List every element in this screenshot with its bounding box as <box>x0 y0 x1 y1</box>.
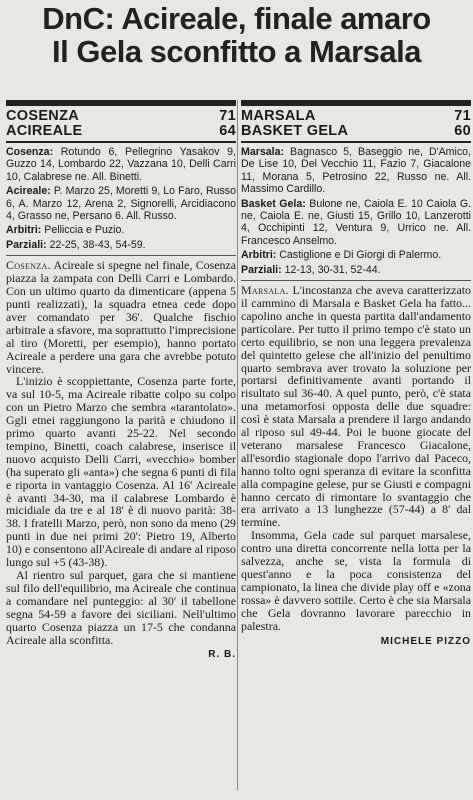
headline-line-2: Il Gela sconfitto a Marsala <box>52 34 421 69</box>
home-team-score: 71 <box>219 108 236 124</box>
stats-referees: Arbitri: Pelliccia e Puzio. <box>6 224 125 237</box>
away-team-name: BASKET GELA <box>241 123 349 139</box>
home-team-name: COSENZA <box>6 108 79 124</box>
stats-away: Basket Gela: Bulone ne, Caiola E. 10 Caiola G. ne, Caiola E. ne, Giusti 15, Grillo 10, Lanzerotti 4, Occhipinti 12, Ventura 9, Urrico ne. All. Francesco Anselmo. <box>241 197 472 247</box>
article-marsala-gela <box>241 100 471 647</box>
stats-away: Acireale: P. Marzo 25, Moretti 9, Lo Faro, Russo 6, A. Marzo 12, Arena 2, Signorelli, Arcidiacono 4, Grasso ne, Persano 6. All. Russo. <box>6 185 236 223</box>
stats-partials: Parziali: 12-13, 30-31, 52-44. <box>241 263 381 276</box>
box-score <box>241 146 471 281</box>
stats-home: Marsala: Bagnasco 5, Baseggio ne, D'Amico, De Lise 10, Del Vecchio 11, Fazio 7, Giacalone 11, Morana 5, Petrosino 22, Russo ne. All. Massimo Cardillo. <box>241 146 471 196</box>
paragraph-3: Al rientro sul parquet, gara che si mantiene sul filo dell'equilibrio, ma Acireale che continua a comandare nel punteggio: al 30' il tabellone segna 54-59 a favore dei siciliani. Nell'ultimo quarto Cosenza piazza un 17-5 che condanna Acireale alla sconfitta. <box>6 568 236 647</box>
headline-line-1: DnC: Acireale, finale amaro <box>42 1 431 36</box>
away-team-name: ACIREALE <box>6 123 83 139</box>
score-underline <box>6 141 236 143</box>
paragraph-1: Cosenza. Acireale si spegne nel finale, Cosenza piazza la zampata con Delli Carri e Lombardo. Con un ultimo quarto da dimenticare (appena 5 punti realizzati), la squadra etnea cede dopo aver comandato per 36'. Qualche fischio arbitrale a sfavore, ma soprattutto l'imprecisione al tiro (Moretti, per esempio), hanno portato Acireale a perdere una gara che avrebbe potuto vincere. <box>6 258 236 376</box>
home-team-name: MARSALA <box>241 108 316 124</box>
home-team-score: 71 <box>454 108 471 124</box>
header-bar <box>241 100 471 106</box>
column-divider <box>237 100 238 790</box>
stats-referees: Arbitri: Castiglione e Di Giorgi di Palermo. <box>241 249 442 262</box>
stats-partials: Parziali: 22-25, 38-43, 54-59. <box>6 238 146 251</box>
home-team-row <box>6 109 236 124</box>
author-signature: MICHELE PIZZO <box>380 635 471 647</box>
stats-home: Cosenza: Rotundo 6, Pellegrino Yasakov 9, Guzzo 14, Lombardo 22, Vazzana 10, Delli Carri 10, Calabrese ne. All. Binetti. <box>6 146 236 183</box>
home-team-row <box>241 109 471 124</box>
paragraph-2: Insomma, Gela cade sul parquet marsalese, contro una diretta concorrente nella lotta per la salvezza, anche se, vista la formula di quest'anno e la poca consistenza del campionato, la linea che divide play off e «zona rossa» è davvero sottile. Certo è che sia Marsala che Gela dovranno lavorare parecchio in palestra. <box>241 528 471 633</box>
paragraph-2: L'inizio è scoppiettante, Cosenza parte forte, va sul 10-5, ma Acireale ribatte colpo su colpo con un Pietro Marzo che sembra «tarantolato». Ggli etnei raggiungono la parità e chiudono il primo quarto avanti 25-22. Nel secondo tempino, Binetti, coach calabrese, inserisce il nuovo acquisto Delli Carri, «vecchio» bomber (ha superato gli «anta») che segna 6 punti di fila e riporta in vantaggio Cosenza. Al 16' Acireale è avanti 34-30, ma il calabrese Lombardo è micidiale da tre e al 18' è di nuovo parità: 38-38. I fratelli Marzo, però, non sono da meno (29 punti in due nei primi 20': Pietro 19, Alberto 10) e consentono all'Acireale di andare al riposo lungo sul +5 (43-38). <box>6 374 236 570</box>
header-bar <box>6 100 236 106</box>
away-team-score: 60 <box>454 123 471 139</box>
article-cosenza-acireale <box>6 100 236 660</box>
author-signature: R. B. <box>208 649 236 661</box>
paragraph-1: Marsala. L'incostanza che aveva caratterizzato il cammino di Marsala e Basket Gela ha fatto... capolino anche in questa partita dall'andamento particolare. Per tutto il primo tempo c'è stato un certo equilibrio, se non una leggera prevalenza del quintetto gelese che all'inizio del penultimo quarto sembrava aver trovato la soluzione per portarsi definitivamente avanti portando il risultato sul 36-40. A quel punto, però, c'è stata una metamorfosi opposta delle due squadre: così è stata Marsala a prendere il largo andando al riposo sul 49-44. Poi le buone giocate del veterano marsalese Francesco Giacalone, all'esordio stagionale dopo l'arrivo dal Paceco, hanno tolto ogni speranza di evitare la sconfitta alla compagine gelese, pur se Giusti e compagni hanno cercato di rimontare lo svantaggio che era arrivato a 13 lunghezze (57-44) a 8' dal termine. <box>241 283 471 530</box>
score-underline <box>241 141 471 143</box>
box-score <box>6 146 236 256</box>
away-team-score: 64 <box>219 123 236 139</box>
away-team-row <box>6 124 236 139</box>
away-team-row <box>241 124 471 139</box>
